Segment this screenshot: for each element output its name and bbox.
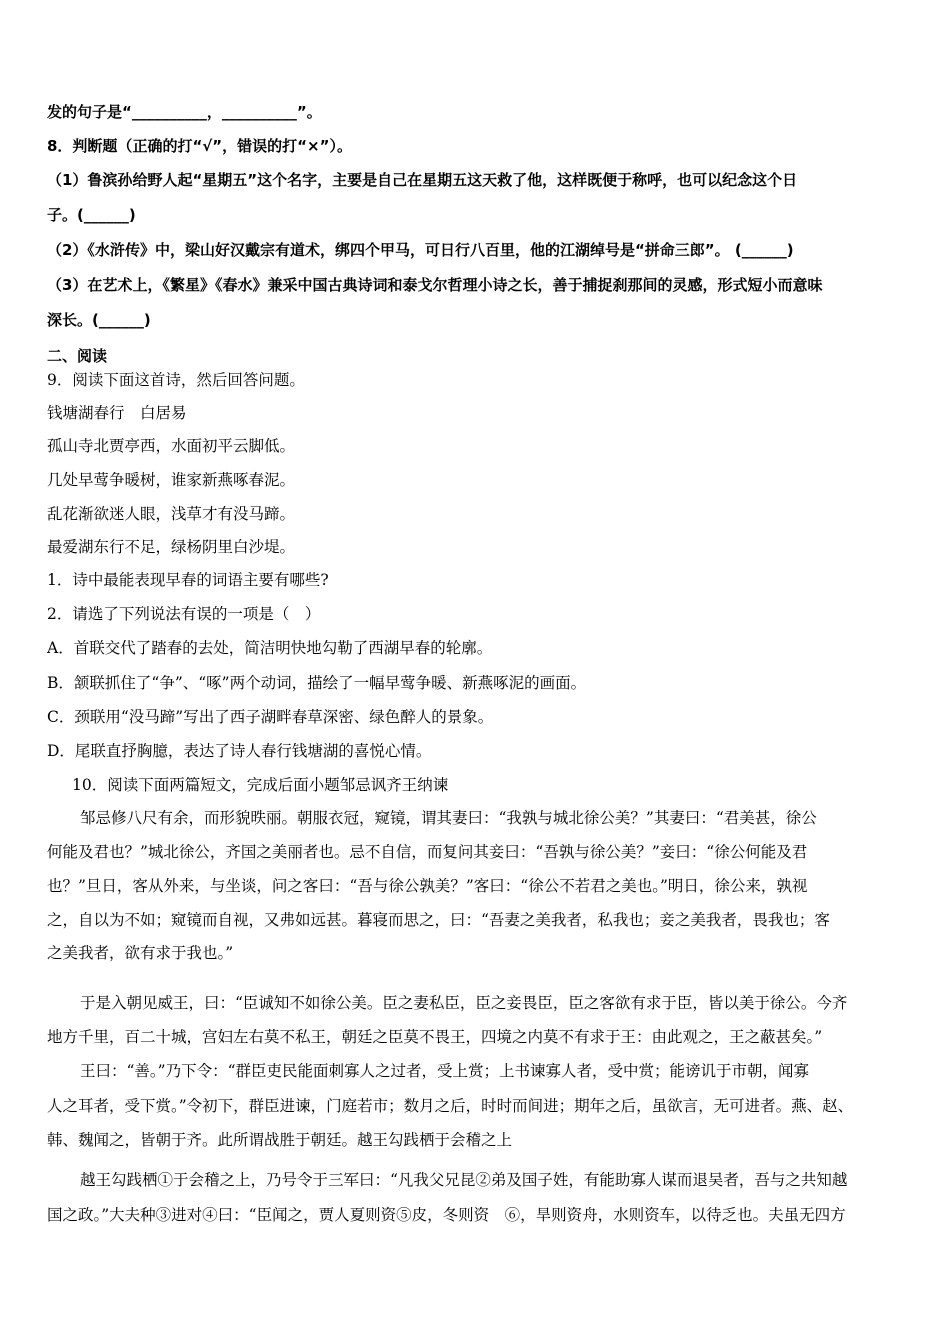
q8-title: 8．判断题（正确的打“√”，错误的打“×”）。 [47,137,352,155]
q8-item-2: （2）《水浒传》中，梁山好汉戴宗有道术，绑四个甲马，可日行八百里，他的江湖绰号是“拼命三郎”。 (______) [47,241,794,259]
section-heading-reading: 二、阅读 [47,347,108,365]
passage2-line: 越王勾践栖①于会稽之上，乃号令于三军曰：“凡我父兄昆②弟及国子姓，有能助寡人谋而退吴者，吾与之共知越 [80,1171,848,1189]
q9-sub-2: 2．请选了下列说法有误的一项是（ ） [47,605,321,623]
q7-fill-blank: 发的句子是“__________，__________”。 [47,103,322,121]
q8-item-1-cont: 子。(______) [47,206,136,224]
poem-line: 孤山寺北贾亭西，水面初平云脚低。 [47,437,296,455]
passage-line: 王曰：“善。”乃下令：“群臣吏民能面刺寡人之过者，受上赏；上书谏寡人者，受中赏；能谤讥于市朝，闻寡 [80,1062,810,1080]
option-c: C．颈联用“没马蹄”写出了西子湖畔春草深密、绿色醉人的景象。 [47,708,494,726]
passage-line: 邹忌修八尺有余，而形貌昳丽。朝服衣冠，窥镜，谓其妻曰：“我孰与城北徐公美？”其妻曰：“君美甚，徐公 [80,809,817,827]
passage-line: 韩、魏闻之，皆朝于齐。此所谓战胜于朝廷。越王勾践栖于会稽之上 [47,1131,513,1149]
option-d: D．尾联直抒胸臆，表达了诗人春行钱塘湖的喜悦心情。 [47,742,432,760]
poem-line: 最爱湖东行不足，绿杨阴里白沙堤。 [47,538,296,556]
q9-title: 9．阅读下面这首诗，然后回答问题。 [47,371,305,389]
passage-line: 地方千里，百二十城，宫妇左右莫不私王，朝廷之臣莫不畏王，四境之内莫不有求于王：由此观之，王之蔽甚矣。” [47,1028,823,1046]
passage-line: 也？”旦日，客从外来，与坐谈，问之客曰：“吾与徐公孰美？”客曰：“徐公不若君之美也。”明日，徐公来，孰视 [47,877,808,895]
passage-line: 人之耳者，受下赏。”令初下，群臣进谏，门庭若市；数月之后，时时而间进；期年之后，虽欲言，无可进者。燕、赵、 [47,1097,854,1115]
passage-line: 何能及君也？”城北徐公，齐国之美丽者也。忌不自信，而复问其妾曰：“吾孰与徐公美？”妾曰：“徐公何能及君 [47,843,808,861]
q8-item-1: （1）鲁滨孙给野人起“星期五”这个名字，主要是自己在星期五这天救了他，这样既便于称呼，也可以纪念这个日 [47,171,798,189]
poem-line: 几处早莺争暖树，谁家新燕啄春泥。 [47,471,296,489]
q9-sub-1: 1．诗中最能表现早春的词语主要有哪些? [47,571,329,589]
passage-line: 之，自以为不如；窥镜而自视，又弗如远甚。暮寝而思之，曰：“吾妻之美我者，私我也；妾之美我者，畏我也；客 [47,911,830,929]
poem-title: 钱塘湖春行 白居易 [47,404,187,422]
q8-item-3-cont: 深长。(______) [47,311,151,329]
passage-line: 之美我者，欲有求于我也。” [47,944,234,962]
q8-item-3: （3）在艺术上，《繁星》《春水》兼采中国古典诗词和泰戈尔哲理小诗之长，善于捕捉刹那间的灵感，形式短小而意味 [47,276,823,294]
passage-line: 于是入朝见威王，曰：“臣诚知不如徐公美。臣之妻私臣，臣之妾畏臣，臣之客欲有求于臣，皆以美于徐公。今齐 [80,994,848,1012]
option-a: A．首联交代了踏春的去处，简洁明快地勾勒了西湖早春的轮廓。 [47,639,493,657]
option-b: B．颔联抓住了“争”、“啄”两个动词，描绘了一幅早莺争暖、新燕啄泥的画面。 [47,674,587,692]
poem-line: 乱花渐欲迷人眼，浅草才有没马蹄。 [47,505,296,523]
passage2-line: 国之政。”大夫种③进对④曰：“臣闻之，贾人夏则资⑤皮，冬则资 ⑥，旱则资舟，水则资车，以待乏也。夫虽无四方 [47,1206,846,1224]
q10-title: 10．阅读下面两篇短文，完成后面小题邹忌讽齐王纳谏 [72,776,449,794]
